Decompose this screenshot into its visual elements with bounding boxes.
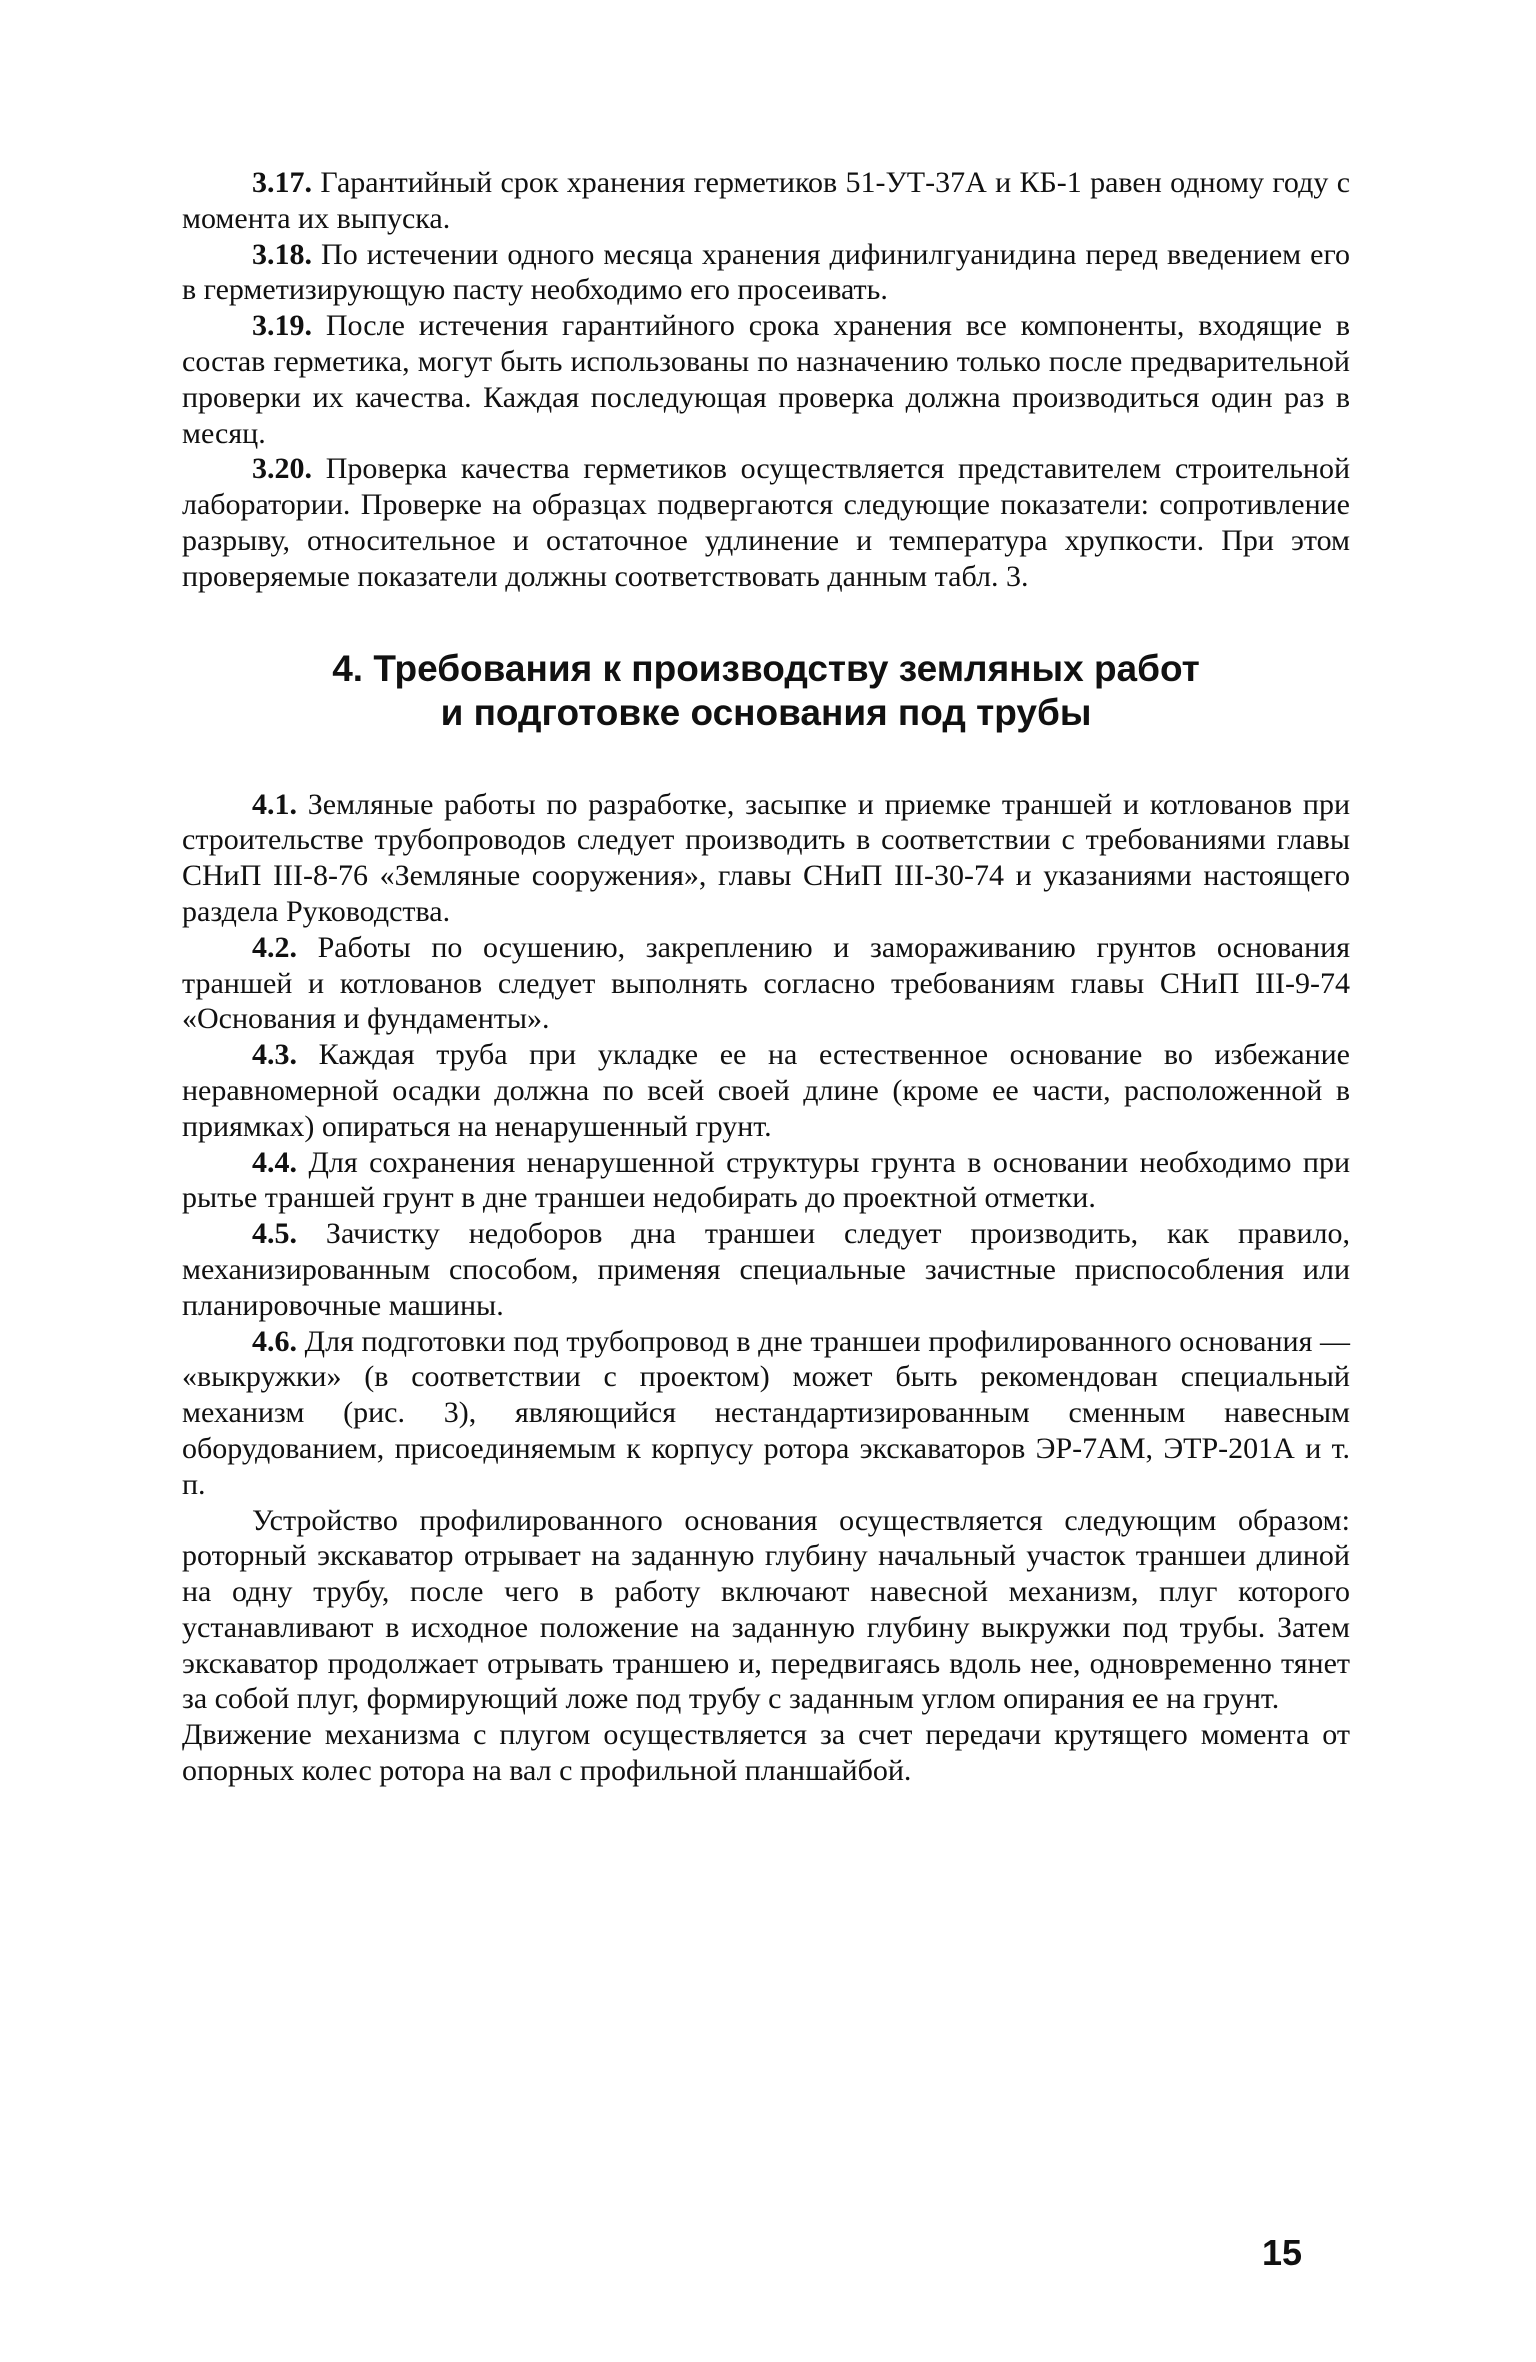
paragraph-text: Работы по осушению, закреплению и замораживанию грунтов основания траншей и котлованов следует выполнять согласно требованиям главы СНиП III-9-74 «Основания и фундаменты». [182,930,1351,1036]
section-heading-line-2: и подготовке основания под трубы [440,691,1092,733]
section-heading [182,647,1350,735]
paragraph-4-6 [182,1324,1350,1503]
paragraph-text: Земляные работы по разработке, засыпке и приемке траншей и котлованов при строительстве трубопроводов следует производить в соответствии с требованиями главы СНиП III-8-76 «Земляные сооружения», главы СНиП III-30-74 и указаниями настоящего раздела Руководства. [182,787,1351,928]
paragraph-number: 3.18. [252,237,312,271]
paragraph-text: Зачистку недоборов дна траншеи следует производить, как правило, механизированным способом, применяя специальные зачистные приспособления или планировочные машины. [182,1217,1351,1322]
paragraph-number: 4.6. [252,1324,297,1358]
paragraph-profiled-base: Устройство профилированного основания осуществляется следующим образом: роторный экскаватор отрывает на заданную глубину начальный участок траншеи длиной на одну трубу, после чего в работу включают навесной механизм, плуг которого устанавливают в исходное положение на заданную глубину выкружки под трубы. Затем экскаватор продолжает отрывать траншею и, передвигаясь вдоль нее, одновременно тянет за собой плуг, формирующий ложе под трубу с заданным углом опирания ее на грунт. [182,1503,1350,1716]
paragraph-4-4 [182,1145,1350,1217]
paragraph-3-18 [182,237,1350,309]
page-number: 15 [1262,2232,1303,2273]
paragraph-number: 3.20. [252,452,312,486]
paragraph-number: 3.19. [252,309,312,343]
paragraph-text: Для подготовки под трубопровод в дне траншеи профилированного основания — «выкружки» (в соответствии с проектом) может быть рекомендован специальный механизм (рис. 3), являющийся нестандартизированным сменным навесным оборудованием, присоединяемым к корпусу ротора экскаваторов ЭР-7АМ, ЭТР-201А и т. п. [182,1324,1351,1501]
paragraph-mechanism-movement: Движение механизма с плугом осуществляется за счет передачи крутящего момента от опорных колес ротора на вал с профильной планшайбой. [182,1718,1350,1788]
paragraph-text: Проверка качества герметиков осуществляется представителем строительной лаборатории. Проверке на образцах подвергаются следующие показатели: сопротивление разрыву, относительное и остаточное удлинение и температура хрупкости. При этом проверяемые показатели должны соответствовать данным табл. 3. [182,452,1350,593]
paragraph-4-3 [182,1037,1350,1144]
paragraph-3-19 [182,308,1350,451]
paragraph-number: 4.3. [252,1038,297,1072]
paragraph-number: 4.4. [252,1145,297,1179]
paragraph-text: Для сохранения ненарушенной структуры грунта в основании необходимо при рытье траншей грунт в дне траншеи недобирать до проектной отметки. [182,1145,1351,1215]
paragraph-4-2 [182,930,1350,1037]
paragraph-number: 4.5. [252,1217,297,1251]
page-body [182,165,1350,1789]
paragraph-number: 3.17. [252,166,312,199]
paragraph-4-1 [182,787,1350,930]
paragraph-3-17 [182,165,1350,237]
paragraph-number: 4.1. [252,787,297,821]
paragraph-text: Гарантийный срок хранения герметиков 51-УТ-37А и КБ-1 равен одному году с момента их выпуска. [182,166,1351,235]
section-heading-line-1: 4. Требования к производству земляных работ [332,647,1200,689]
paragraph-4-5 [182,1216,1350,1323]
paragraph-text: По истечении одного месяца хранения дифинилгуанидина перед введением его в герметизирующую пасту необходимо его просеивать. [182,237,1351,307]
paragraph-text: Каждая труба при укладке ее на естественное основание во избежание неравномерной осадки должна по всей своей длине (кроме ее части, расположенной в приямках) опираться на ненарушенный грунт. [182,1038,1350,1143]
paragraph-text: После истечения гарантийного срока хранения все компоненты, входящие в состав герметика, могут быть использованы по назначению только после предварительной проверки их качества. Каждая последующая проверка должна производиться один раз в месяц. [182,309,1351,450]
paragraph-number: 4.2. [252,930,297,964]
paragraph-3-20 [182,451,1350,594]
